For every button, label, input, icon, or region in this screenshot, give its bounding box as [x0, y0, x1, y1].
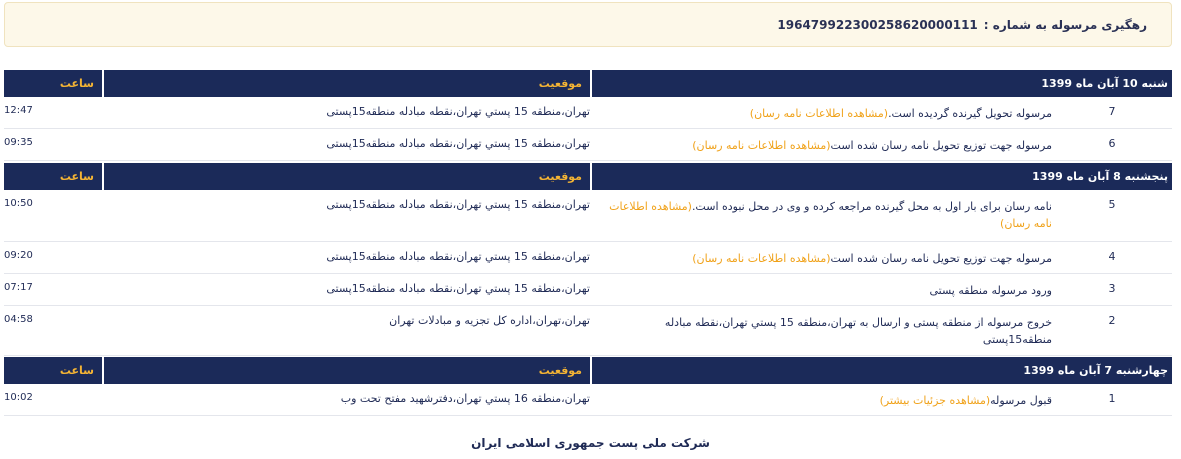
event-index: 3	[1108, 282, 1116, 295]
more-details-link[interactable]: (مشاهده جزئیات بیشتر)	[879, 394, 991, 407]
event-location: تهران،منطقه 15 پستي تهران،نقطه مبادله منطقه15پستی	[326, 137, 590, 150]
table-row	[4, 242, 1172, 274]
table-row	[4, 190, 1172, 242]
day-table-1	[4, 70, 1172, 161]
event-index: 2	[1108, 314, 1116, 327]
event-text: نامه رسان برای بار اول به محل گیرنده مراجعه کرده و وی در محل نبوده است.	[691, 200, 1052, 213]
day-date: شنبه 10 آبان ماه 1399	[590, 70, 1172, 97]
event-description	[590, 384, 1052, 415]
day-header	[4, 357, 1172, 384]
table-row	[4, 274, 1172, 306]
day-date: پنجشنبه 8 آبان ماه 1399	[590, 163, 1172, 190]
location-header: موقعیت	[102, 70, 590, 97]
event-location: تهران،منطقه 15 پستي تهران،نقطه مبادله منطقه15پستی	[326, 250, 590, 263]
event-location: تهران،منطقه 15 پستي تهران،نقطه مبادله منطقه15پستی	[326, 198, 590, 211]
courier-info-link[interactable]: (مشاهده اطلاعات نامه رسان)	[692, 139, 831, 152]
courier-info-link[interactable]: (مشاهده اطلاعات نامه رسان)	[749, 107, 889, 120]
event-description	[590, 190, 1052, 241]
time-header: ساعت	[59, 77, 94, 90]
table-row	[4, 129, 1172, 161]
event-location: تهران،منطقه 15 پستي تهران،نقطه مبادله منطقه15پستی	[326, 282, 590, 295]
courier-info-link[interactable]: (مشاهده اطلاعات نامه رسان)	[609, 200, 1052, 230]
event-text: مرسوله جهت توزیع تحویل نامه رسان شده است	[830, 252, 1052, 265]
event-text: قبول مرسوله	[990, 394, 1052, 407]
event-time: 12:47	[4, 105, 33, 116]
day-date: چهارشنبه 7 آبان ماه 1399	[590, 357, 1172, 384]
day-header	[4, 163, 1172, 190]
location-header: موقعیت	[102, 357, 590, 384]
event-time: 07:17	[4, 282, 33, 293]
courier-info-link[interactable]: (مشاهده اطلاعات نامه رسان)	[692, 252, 831, 265]
event-description	[590, 306, 1052, 355]
event-index: 4	[1108, 250, 1116, 263]
event-description	[590, 129, 1052, 160]
event-text: مرسوله تحویل گیرنده گردیده است.	[888, 107, 1052, 120]
event-text: خروج مرسوله از منطقه پستی و ارسال به تهران،منطقه 15 پستي تهران،نقطه مبادله منطقه15پستی	[664, 316, 1052, 346]
event-description	[590, 97, 1052, 128]
event-time: 10:50	[4, 198, 33, 209]
day-header	[4, 70, 1172, 97]
location-header: موقعیت	[102, 163, 590, 190]
event-index: 1	[1108, 392, 1116, 405]
table-row	[4, 384, 1172, 416]
tracking-label: رهگیری مرسوله به شماره :	[983, 17, 1147, 32]
event-time: 10:02	[4, 392, 33, 403]
event-time: 04:58	[4, 314, 33, 325]
time-header: ساعت	[59, 364, 94, 377]
event-description	[590, 242, 1052, 273]
table-row	[4, 306, 1172, 356]
event-location: تهران،منطقه 16 پستي تهران،دفترشهيد مفتح تحت وب	[340, 392, 590, 405]
tracking-number: 196479922300258620000111	[777, 17, 978, 32]
event-index: 6	[1108, 137, 1116, 150]
footer-company-name: شرکت ملی پست جمهوری اسلامی ایران	[471, 436, 710, 450]
event-location: تهران،منطقه 15 پستي تهران،نقطه مبادله منطقه15پستی	[326, 105, 590, 118]
event-description	[590, 274, 1052, 305]
event-text: ورود مرسوله منطقه پستی	[929, 284, 1052, 297]
table-row	[4, 97, 1172, 129]
event-location: تهران،تهران،اداره کل تجزیه و مبادلات تهران	[389, 314, 590, 327]
time-header: ساعت	[59, 170, 94, 183]
day-table-3	[4, 357, 1172, 416]
event-index: 5	[1108, 198, 1116, 211]
event-index: 7	[1108, 105, 1116, 118]
event-time: 09:20	[4, 250, 33, 261]
event-time: 09:35	[4, 137, 33, 148]
tracking-banner	[4, 2, 1172, 47]
event-text: مرسوله جهت توزیع تحویل نامه رسان شده است	[830, 139, 1052, 152]
day-table-2	[4, 163, 1172, 356]
